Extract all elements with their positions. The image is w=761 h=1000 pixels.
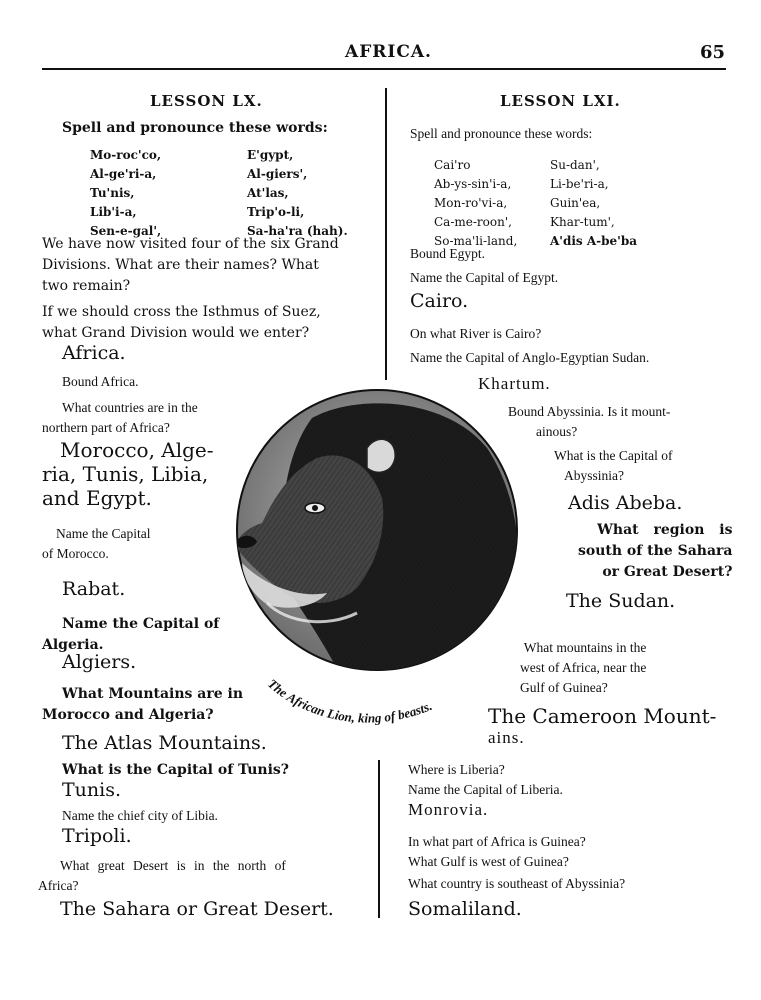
word: Li-be'ri-a,	[550, 177, 609, 191]
word: A'dis A-be'ba	[550, 234, 638, 248]
question-great-desert	[38, 856, 286, 896]
word: So-ma'li-land,	[434, 234, 518, 248]
paragraph-suez	[42, 302, 321, 344]
question-capital-sudan: Name the Capital of Anglo-Egyptian Sudan.	[410, 350, 650, 365]
text-line: What countries are in the	[62, 400, 198, 415]
word: Cai'ro	[434, 158, 471, 172]
word: Mo-roc'co,	[90, 148, 162, 162]
question-river-cairo: On what River is Cairo?	[410, 326, 542, 341]
answer-rabat: Rabat.	[62, 578, 126, 600]
text-line: What Mountains are in	[62, 686, 244, 702]
text-line: If we should cross the Isthmus of Suez,	[42, 304, 321, 320]
text-line: ria, Tunis, Libia,	[42, 462, 209, 486]
word: Trip'o-li,	[247, 205, 305, 219]
word: Ca-me-roon',	[434, 215, 512, 229]
answer-the-sudan: The Sudan.	[566, 590, 676, 612]
illustration-caption-text: The African Lion, king of beasts.	[265, 675, 435, 726]
answer-algiers: Algiers.	[62, 651, 137, 673]
text-line: What is the Capital of	[554, 448, 673, 463]
illustration-caption-wrapper	[262, 650, 492, 740]
answer-sahara: The Sahara or Great Desert.	[60, 898, 334, 920]
word: Al-ge'ri-a,	[90, 167, 157, 181]
text-line: ains.	[488, 728, 525, 747]
question-capital-morocco	[42, 524, 150, 564]
answer-khartum: Khartum.	[478, 374, 551, 393]
running-head: AFRICA.	[345, 42, 432, 62]
african-lion-illustration	[207, 388, 542, 688]
answer-tripoli: Tripoli.	[62, 825, 132, 847]
column-divider-bottom	[378, 760, 380, 918]
question-capital-egypt: Name the Capital of Egypt.	[410, 270, 559, 285]
text-line: Gulf of Guinea?	[520, 680, 608, 695]
text-line: Abyssinia?	[564, 468, 624, 483]
text-line: of Morocco.	[42, 546, 109, 561]
header-rule	[42, 68, 726, 70]
question-gulf-guinea: What Gulf is west of Guinea?	[408, 854, 569, 869]
paragraph-grand-divisions	[42, 234, 339, 297]
answer-cairo: Cairo.	[410, 290, 469, 312]
word-list-col2	[247, 146, 348, 241]
text-line: or Great Desert?	[602, 564, 733, 580]
text-line: Algeria.	[42, 637, 104, 653]
spell-prompt-right: Spell and pronounce these words:	[410, 126, 593, 141]
lesson-title-lx: LESSON LX.	[150, 92, 263, 110]
answer-adis-abeba: Adis Abeba.	[568, 492, 683, 514]
text-line: What region is	[597, 522, 733, 538]
text-line: Name the Capital	[56, 526, 151, 541]
text-line: We have now visited four of the six Grand	[42, 236, 339, 252]
question-region-south-sahara	[578, 520, 732, 583]
word: Tu'nis,	[90, 186, 135, 200]
question-part-guinea: In what part of Africa is Guinea?	[408, 834, 586, 849]
word: Al-giers',	[247, 167, 308, 181]
text-line: south of the Sahara	[578, 543, 733, 559]
question-bound-egypt: Bound Egypt.	[410, 246, 486, 261]
text-line: The Cameroon Mount-	[488, 704, 717, 728]
question-where-liberia: Where is Liberia?	[408, 762, 505, 777]
word: Mon-ro'vi-a,	[434, 196, 508, 210]
question-capital-algeria	[42, 614, 219, 656]
word: E'gypt,	[247, 148, 294, 162]
word-list-right-col2	[550, 156, 637, 251]
question-mountains-left	[42, 684, 243, 726]
column-divider-top	[385, 88, 387, 380]
word: Sen-e-gal',	[90, 224, 162, 238]
text-line: Morocco, Alge-	[60, 438, 214, 462]
lesson-title-lxi: LESSON LXI.	[500, 92, 621, 110]
question-capital-liberia: Name the Capital of Liberia.	[408, 782, 563, 797]
word-list-col1	[90, 146, 161, 241]
word: Lib'i-a,	[90, 205, 137, 219]
lion-ear	[367, 439, 395, 472]
text-line: Bound Abyssinia. Is it mount-	[508, 404, 671, 419]
word: Guin'ea,	[550, 196, 601, 210]
word: Ab-ys-sin'i-a,	[434, 177, 512, 191]
question-bound-africa: Bound Africa.	[62, 374, 139, 389]
text-line: Divisions. What are their names? What	[42, 257, 319, 273]
word: Su-dan',	[550, 158, 600, 172]
text-line: and Egypt.	[42, 486, 152, 510]
word: Khar-tum',	[550, 215, 615, 229]
text-line: What mountains in the	[523, 640, 647, 655]
word: At'las,	[247, 186, 289, 200]
text-line: northern part of Africa?	[42, 420, 170, 435]
text-line: west of Africa, near the	[520, 660, 647, 675]
text-line: Name the Capital of	[62, 616, 220, 632]
answer-monrovia: Monrovia.	[408, 800, 489, 819]
answer-tunis: Tunis.	[62, 779, 122, 801]
answer-cameroon	[488, 704, 716, 748]
text-line: Morocco and Algeria?	[42, 707, 214, 723]
question-countries	[42, 398, 198, 438]
answer-atlas: The Atlas Mountains.	[62, 732, 267, 754]
question-capital-abyssinia	[554, 446, 672, 486]
answer-somaliland: Somaliland.	[408, 898, 522, 920]
word: Sa-ha'ra (hah).	[247, 224, 348, 238]
question-capital-tunis: What is the Capital of Tunis?	[62, 762, 289, 778]
text-line: what Grand Division would we enter?	[42, 325, 310, 341]
answer-africa: Africa.	[62, 342, 126, 364]
spell-prompt: Spell and pronounce these words:	[62, 120, 328, 136]
text-line: What great Desert is in the north of	[60, 858, 286, 873]
text-line: Africa?	[38, 878, 79, 893]
answer-countries	[42, 438, 214, 510]
question-southeast-abyssinia: What country is southeast of Abyssinia?	[408, 876, 626, 891]
text-line: two remain?	[42, 278, 131, 294]
page-number: 65	[700, 42, 726, 63]
word-list-right-col1	[434, 156, 517, 251]
question-chief-city-libia: Name the chief city of Libia.	[62, 808, 218, 823]
illustration-caption	[265, 676, 434, 726]
text-line: ainous?	[536, 424, 578, 439]
